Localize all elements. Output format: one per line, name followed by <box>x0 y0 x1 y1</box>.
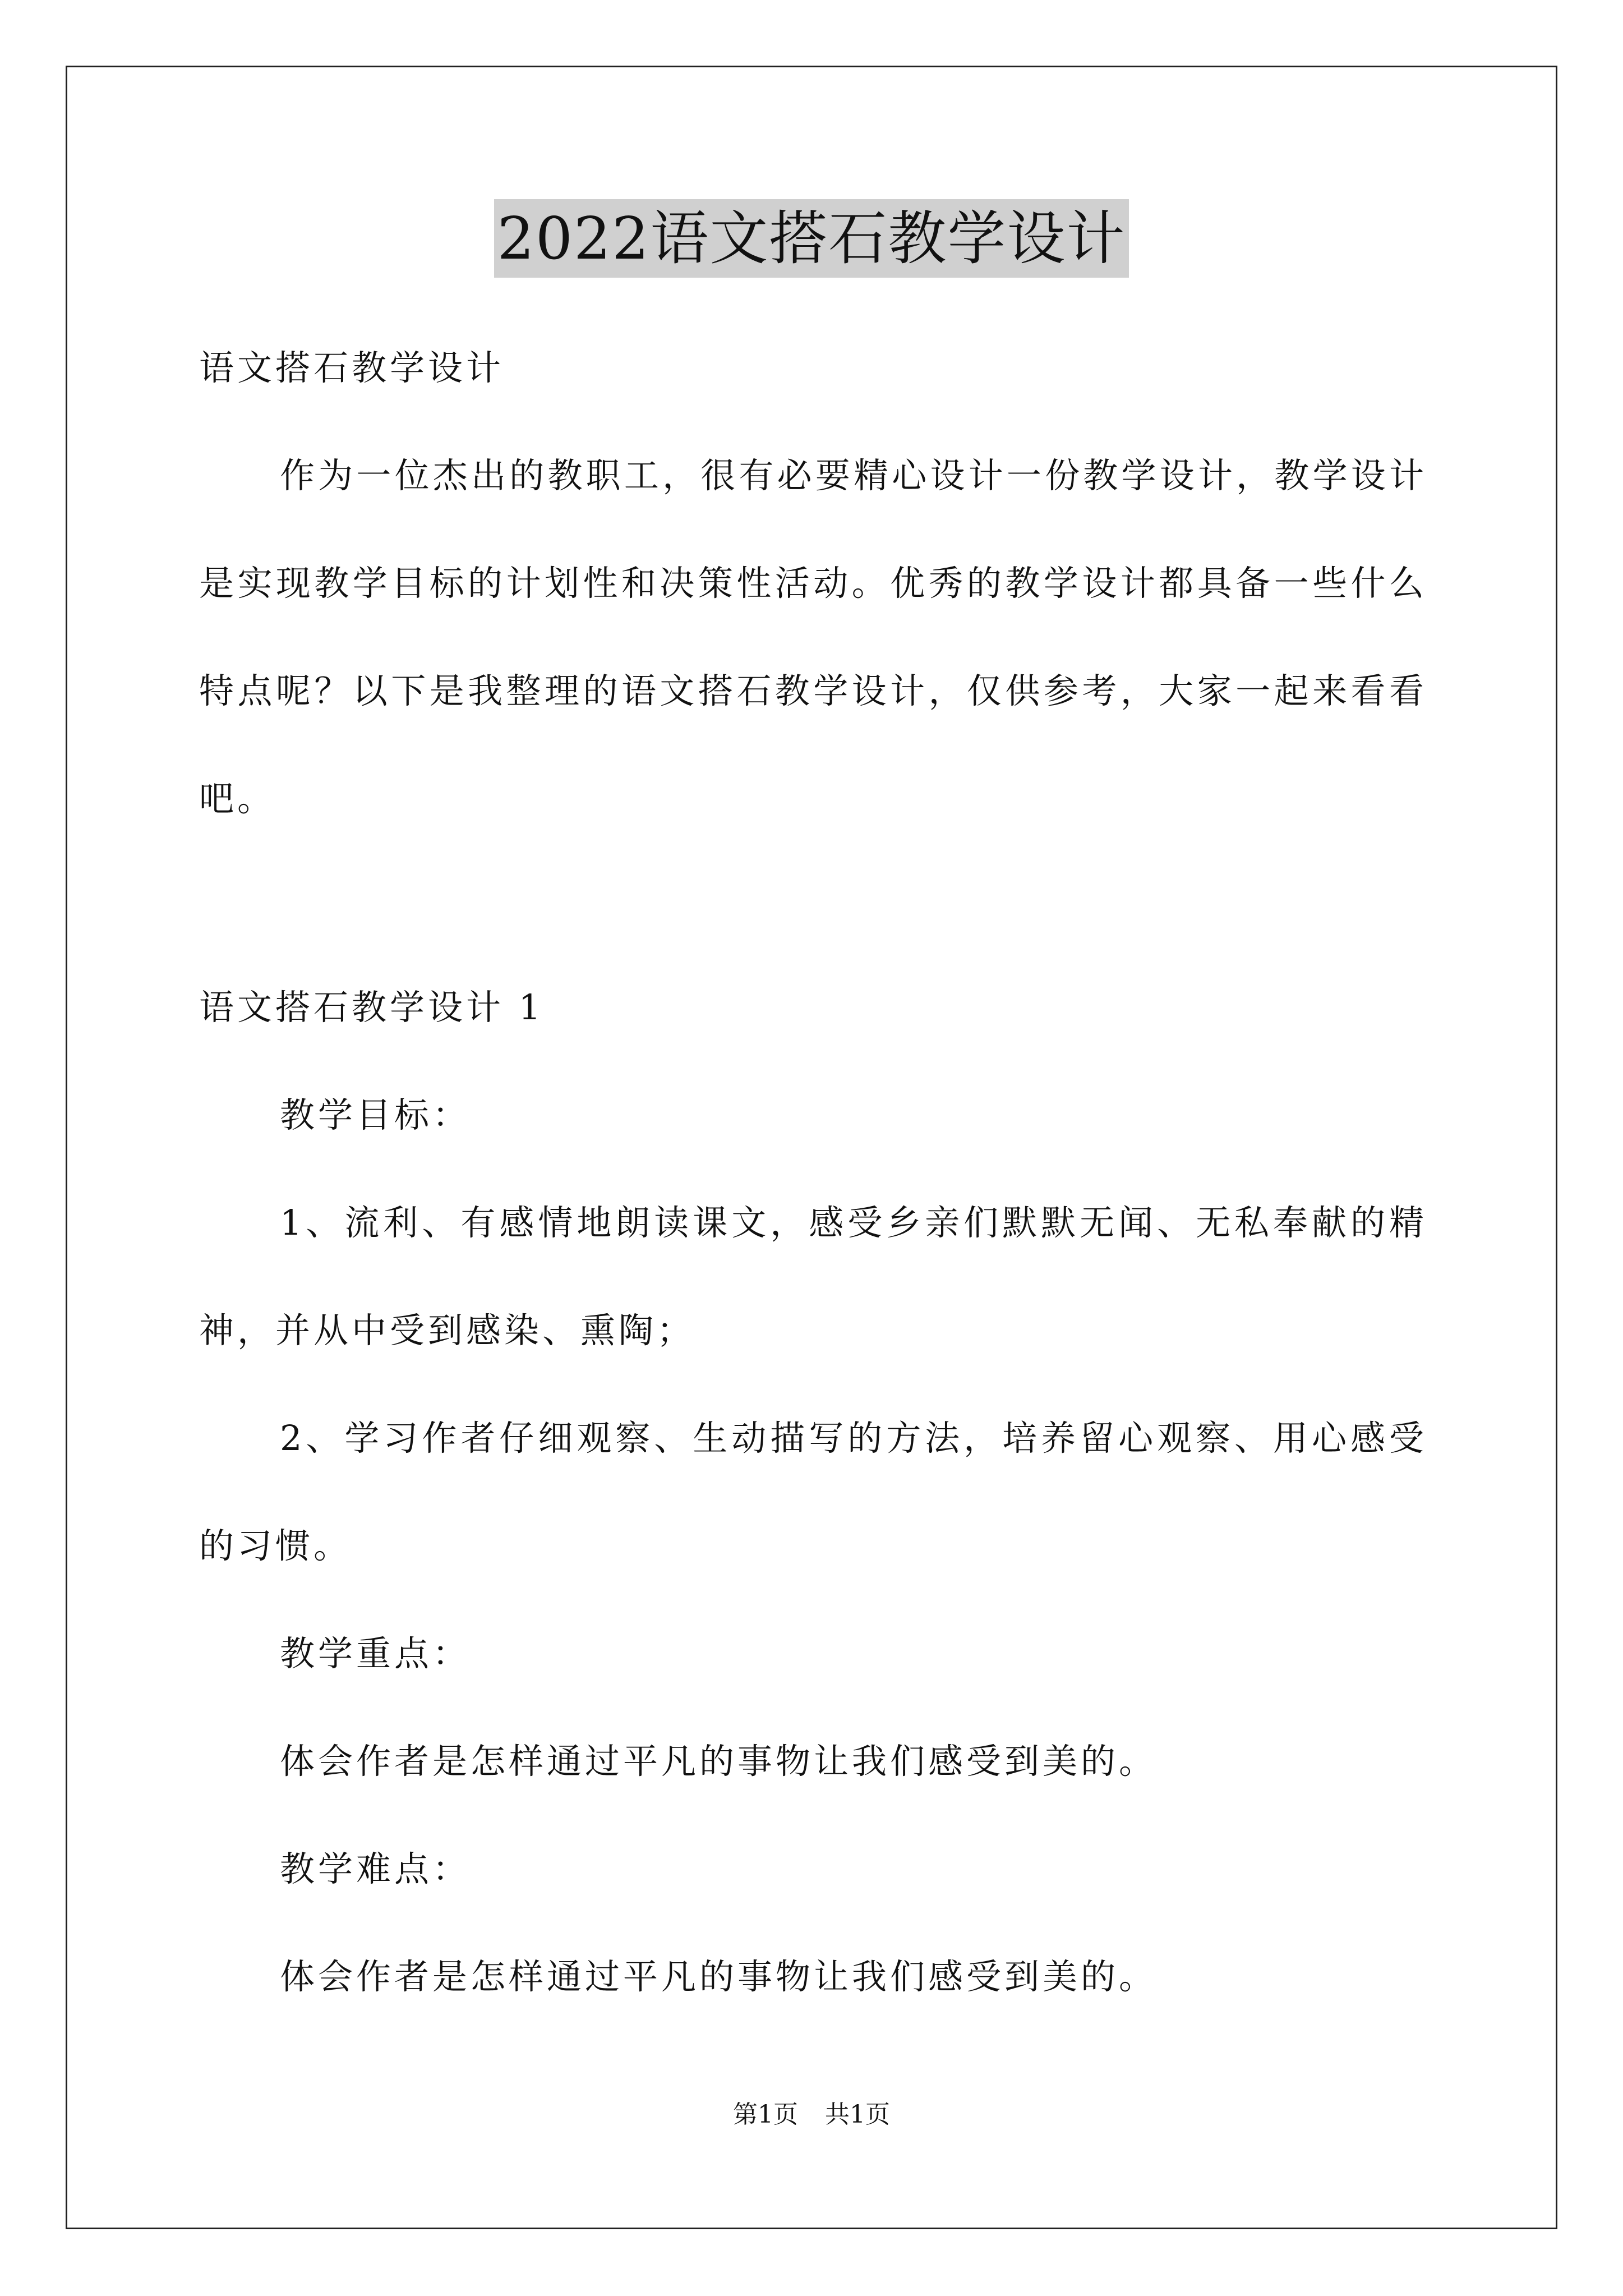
page-footer <box>0 2098 1623 2132</box>
section-heading: 语文搭石教学设计 1 <box>199 987 545 1028</box>
goals-label: 教学目标： <box>280 1094 471 1135</box>
page-number-total: 共1页 <box>825 2100 890 2129</box>
goal-item-1: 1、流利、有感情地朗读课文，感受乡亲们默默无闻、无私奉献的精神，并从中受到感染、熏陶； <box>199 1202 1427 1351</box>
key-point-label: 教学重点： <box>280 1633 471 1674</box>
difficulty-text: 体会作者是怎样通过平凡的事物让我们感受到美的。 <box>280 1956 1158 1997</box>
intro-heading: 语文搭石教学设计 <box>199 347 505 388</box>
goal-item-2: 2、学习作者仔细观察、生动描写的方法，培养留心观察、用心感受的习惯。 <box>199 1418 1427 1566</box>
section-gap <box>199 853 1427 954</box>
document-title: 2022语文搭石教学设计 <box>494 199 1129 278</box>
key-point-text: 体会作者是怎样通过平凡的事物让我们感受到美的。 <box>280 1741 1158 1782</box>
document-body <box>199 314 1427 2031</box>
difficulty-label: 教学难点： <box>280 1848 471 1889</box>
title-container <box>0 199 1623 278</box>
page-number-current: 第1页 <box>733 2100 798 2129</box>
intro-paragraph: 作为一位杰出的教职工，很有必要精心设计一份教学设计，教学设计是实现教学目标的计划性和决策性活动。优秀的教学设计都具备一些什么特点呢？以下是我整理的语文搭石教学设计，仅供参考，大家一起来看看吧。 <box>199 455 1427 819</box>
